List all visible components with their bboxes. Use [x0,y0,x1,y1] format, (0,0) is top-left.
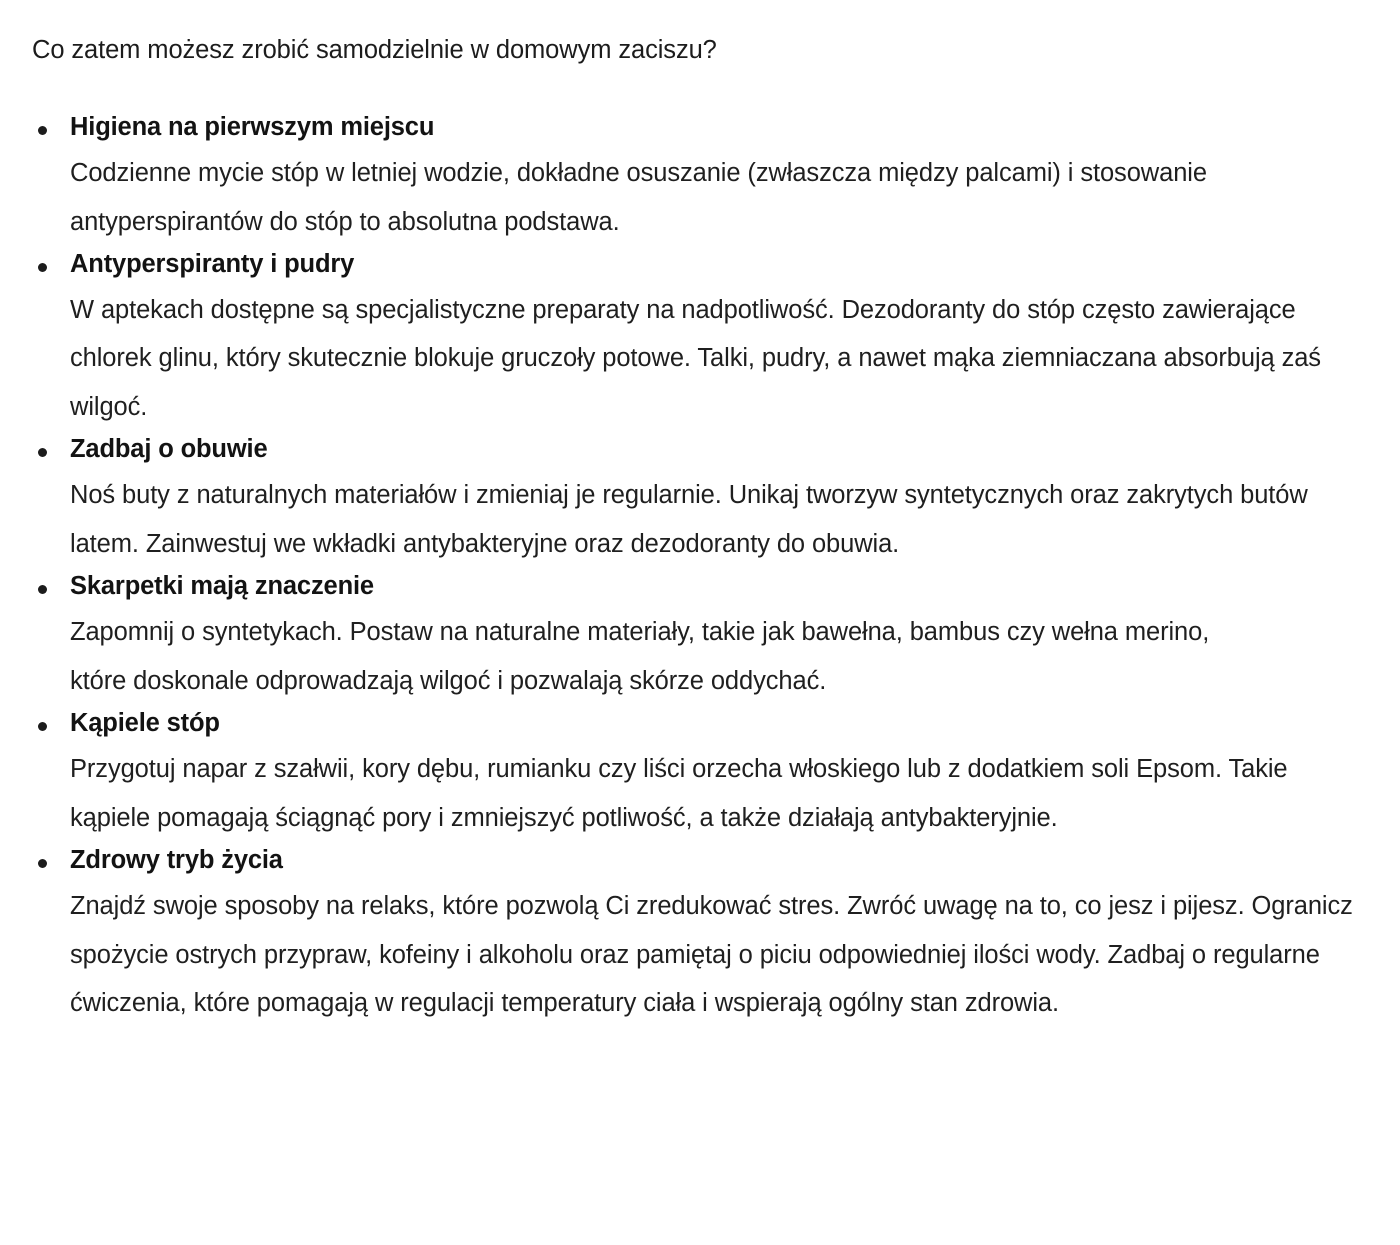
tip-heading: Skarpetki mają znaczenie [70,572,374,601]
list-item [32,433,1370,568]
bullet-icon [38,448,47,457]
intro-question: Co zatem możesz zrobić samodzielnie w domowym zaciszu? [32,36,717,64]
tip-heading: Zadbaj o obuwie [70,435,268,464]
list-item [32,248,1370,431]
bullet-icon [38,126,47,135]
tips-list [32,111,1370,1027]
tip-body: W aptekach dostępne są specjalistyczne preparaty na nadpotliwość. Dezodoranty do stóp często zawierające chlorek glinu, który skutecznie blokuje gruczoły potowe. Talki, pudry, a nawet mąka ziemniaczana absorbują zaś wilgoć. [70,295,1321,421]
list-item [32,570,1370,705]
bullet-icon [38,585,47,594]
list-item [32,844,1370,1027]
tip-heading: Kąpiele stóp [70,709,220,738]
tip-body: Codzienne mycie stóp w letniej wodzie, dokładne osuszanie (zwłaszcza między palcami) i stosowanie antyperspirantów do stóp to absolutna podstawa. [70,159,1207,236]
tip-heading: Zdrowy tryb życia [70,846,283,875]
tip-body: Noś buty z naturalnych materiałów i zmieniaj je regularnie. Unikaj tworzyw syntetycznych oraz zakrytych butów latem. Zainwestuj we wkładki antybakteryjne oraz dezodoranty do obuwia. [70,481,1308,558]
bullet-icon [38,859,47,868]
list-item [32,111,1370,246]
list-item [32,707,1370,842]
bullet-icon [38,263,47,272]
tip-body: Zapomnij o syntetykach. Postaw na naturalne materiały, takie jak bawełna, bambus czy wełna merino, które doskonale odprowadzają wilgoć i pozwalają skórze oddychać. [70,618,1210,695]
tip-heading: Higiena na pierwszym miejscu [70,113,435,142]
tip-body: Przygotuj napar z szałwii, kory dębu, rumianku czy liści orzecha włoskiego lub z dodatkiem soli Epsom. Takie kąpiele pomagają ściągnąć pory i zmniejszyć potliwość, a także działają antybakteryjnie. [70,755,1288,832]
bullet-icon [38,722,47,731]
tip-heading: Antyperspiranty i pudry [70,250,355,279]
tip-body: Znajdź swoje sposoby na relaks, które pozwolą Ci zredukować stres. Zwróć uwagę na to, co jesz i pijesz. Ogranicz spożycie ostrych przypraw, kofeiny i alkoholu oraz pamiętaj o piciu odpowiedniej ilości wody. Zadbaj o regularne ćwiczenia, które pomagają w regulacji temperatury ciała i wspierają ogólny stan zdrowia. [70,892,1353,1018]
